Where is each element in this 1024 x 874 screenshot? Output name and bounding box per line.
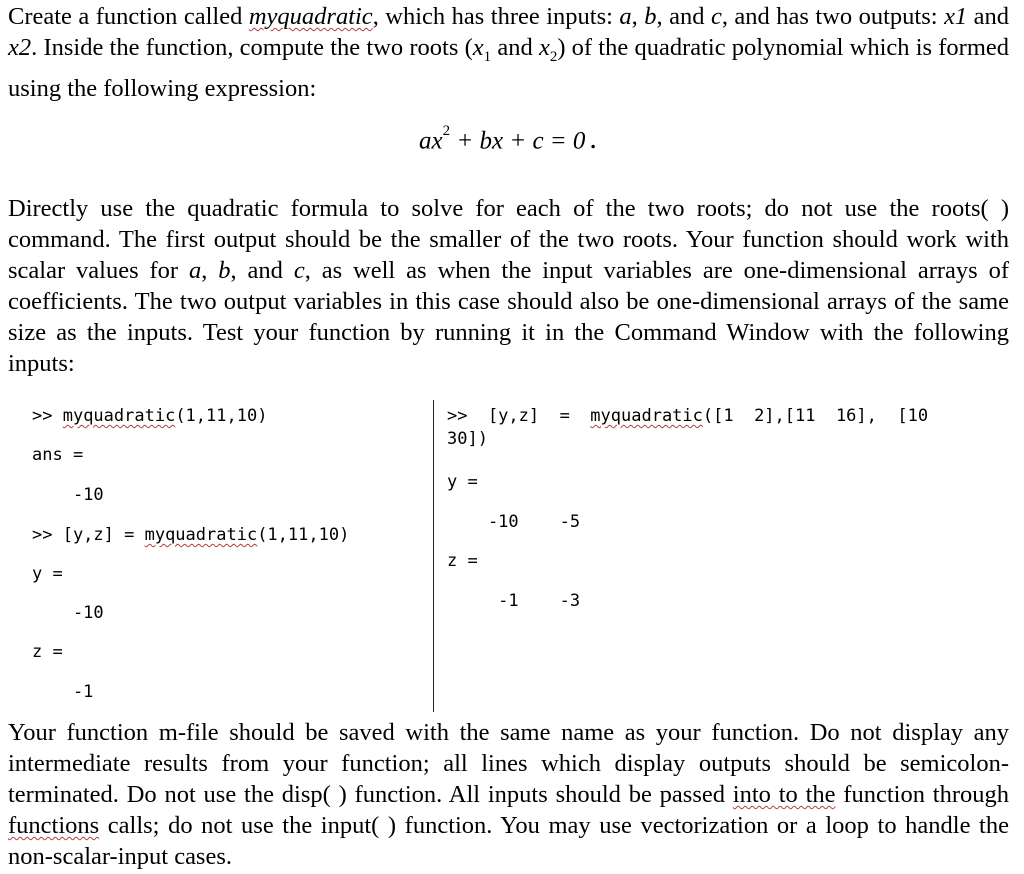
root-subscript: 2 [549, 48, 558, 65]
text-span: calls; do not use the input( ) function. You may use vectorization or a loop to handle the non-scalar-input cases. [8, 812, 1009, 870]
column-divider [433, 400, 434, 712]
args: (1,11,10) [257, 525, 350, 545]
left-code-line-4 [32, 524, 349, 546]
args: ([1 2],[11 16], [10 [702, 406, 929, 426]
right-code-line-3: y = [447, 472, 478, 492]
equation-dot: . [589, 122, 597, 156]
prompt: >> [32, 406, 63, 426]
text-span: , and [230, 257, 294, 284]
var-b: b [644, 3, 657, 30]
flagged-word: functions [8, 812, 100, 839]
equation-ax: ax [419, 127, 443, 155]
left-code-line-1 [32, 405, 267, 427]
right-code-line-2: 30]) [447, 429, 488, 449]
right-code-line-4: -10 -5 [447, 512, 581, 532]
instructions-paragraph [8, 193, 1009, 379]
text-span: . Inside the function, compute the two roots ( [31, 34, 473, 61]
quadratic-equation [419, 118, 597, 158]
text-span: , [631, 3, 645, 30]
requirements-paragraph [8, 717, 1009, 872]
left-code-line-6: -10 [32, 603, 104, 623]
root-x1: x [472, 34, 484, 61]
output-x1: x1 [944, 3, 968, 30]
args: (1,11,10) [175, 406, 268, 426]
root-subscript: 1 [483, 48, 492, 65]
text-span: ) of the quadratic polynomial which is formed using the following expression: [8, 34, 1010, 102]
text-span: , and has two outputs: [721, 3, 945, 30]
text-span: function through [835, 781, 1009, 808]
intro-paragraph [8, 1, 1009, 104]
text-span: , and [656, 3, 711, 30]
left-code-line-3: -10 [32, 485, 104, 505]
text-span: , which has three inputs: [372, 3, 620, 30]
var-c: c [710, 3, 722, 30]
var-a: a [619, 3, 632, 30]
root-x2: x [538, 34, 550, 61]
text-span: , as well as when the input variables are one-dimensional arrays of coefficients. The two output variables in this case should also be one-dimensional arrays of the same size as the inputs. Test your function by running it in the Command Window with the following inputs: [8, 257, 1010, 377]
function-name: myquadratic [144, 525, 258, 545]
text-span: and [491, 34, 539, 61]
text-span: , [201, 257, 219, 284]
right-code-line-5: z = [447, 551, 478, 571]
right-code-line-1 [447, 405, 928, 427]
text-span: Create a function called [8, 3, 249, 30]
output-x2: x2 [8, 34, 32, 61]
right-code-line-6: -1 -3 [447, 591, 581, 611]
var-a: a [189, 257, 202, 284]
var-b: b [218, 257, 231, 284]
left-code-line-7: z = [32, 642, 63, 662]
var-c: c [293, 257, 305, 284]
text-span: and [967, 3, 1010, 30]
text-span: Directly use the quadratic formula to solve for each of the two roots; do not use the roots( ) command. The first output should be the smaller of the two roots. Your function should work with scalar values for [8, 195, 1009, 284]
prompt: >> [y,z] = [447, 406, 591, 426]
prompt: >> [y,z] = [32, 525, 145, 545]
left-code-line-8: -1 [32, 682, 94, 702]
function-name: myquadratic [62, 406, 176, 426]
left-code-line-2: ans = [32, 445, 84, 465]
left-code-line-5: y = [32, 564, 63, 584]
function-name: myquadratic [590, 406, 703, 426]
text-span: Your function m-file should be saved with the same name as your function. Do not display any intermediate results from your function; all lines which display outputs should be semicolon-terminated. Do not use the disp( ) function. All inputs should be passed [8, 719, 1009, 808]
flagged-phrase: into to the [732, 781, 836, 808]
equation-rest: + bx + c = 0 [450, 127, 586, 155]
function-name: myquadratic [248, 3, 373, 30]
equation-exponent: 2 [442, 123, 451, 139]
